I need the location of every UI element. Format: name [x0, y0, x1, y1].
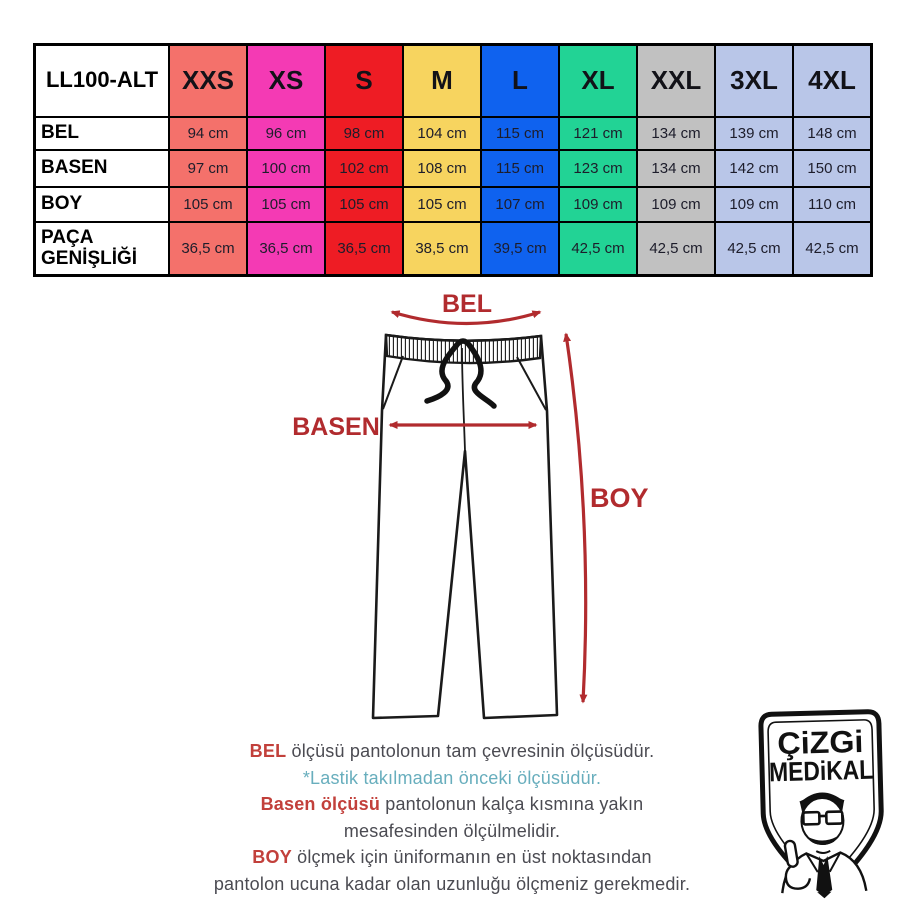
pants-measurement-diagram	[280, 288, 648, 732]
basen-value-cell: 123 cm	[559, 150, 637, 187]
size-chart-table	[33, 43, 873, 277]
basen-value-cell: 150 cm	[793, 150, 872, 187]
bel-value-cell: 139 cm	[715, 117, 793, 150]
bel-value-cell: 94 cm	[169, 117, 247, 150]
header-cell-l: L	[481, 45, 559, 117]
boy-value-cell: 109 cm	[637, 187, 715, 222]
paca-value-cell: 38,5 cm	[403, 222, 481, 276]
note-basen-text: pantolonun kalça kısmına yakın	[380, 794, 643, 814]
basen-value-cell: 108 cm	[403, 150, 481, 187]
boy-value-cell: 107 cm	[481, 187, 559, 222]
bel-value-cell: 115 cm	[481, 117, 559, 150]
bel-value-cell: 148 cm	[793, 117, 872, 150]
row-label-bel: BEL	[35, 117, 170, 150]
table-row-bel	[35, 117, 872, 150]
bel-value-cell: 121 cm	[559, 117, 637, 150]
header-cell-s: S	[325, 45, 403, 117]
paca-value-cell: 42,5 cm	[715, 222, 793, 276]
note-basen-keyword: Basen ölçüsü	[261, 794, 380, 814]
bel-value-cell: 98 cm	[325, 117, 403, 150]
product-code-cell: LL100-ALT	[35, 45, 170, 117]
bel-value-cell: 104 cm	[403, 117, 481, 150]
logo-text-line1: ÇiZGi	[777, 724, 864, 761]
note-boy-keyword: BOY	[252, 847, 292, 867]
basen-value-cell: 102 cm	[325, 150, 403, 187]
paca-value-cell: 36,5 cm	[325, 222, 403, 276]
header-cell-4xl: 4XL	[793, 45, 872, 117]
row-label-basen: BASEN	[35, 150, 170, 187]
boy-measure-arrow	[566, 334, 586, 702]
bel-value-cell: 96 cm	[247, 117, 325, 150]
row-label-boy: BOY	[35, 187, 170, 222]
boy-value-cell: 109 cm	[559, 187, 637, 222]
basen-value-cell: 100 cm	[247, 150, 325, 187]
basen-value-cell: 115 cm	[481, 150, 559, 187]
header-cell-3xl: 3XL	[715, 45, 793, 117]
paca-value-cell: 36,5 cm	[247, 222, 325, 276]
note-bel-text: ölçüsü pantolonun tam çevresinin ölçüsüdür.	[286, 741, 654, 761]
header-cell-xxs: XXS	[169, 45, 247, 117]
boy-diagram-label: BOY	[590, 483, 649, 513]
header-cell-xs: XS	[247, 45, 325, 117]
basen-value-cell: 134 cm	[637, 150, 715, 187]
paca-value-cell: 39,5 cm	[481, 222, 559, 276]
bel-value-cell: 134 cm	[637, 117, 715, 150]
note-lastik: *Lastik takılmadan önceki ölçüsüdür.	[0, 765, 904, 792]
note-bel-keyword: BEL	[250, 741, 287, 761]
boy-value-cell: 105 cm	[247, 187, 325, 222]
note-basen-text2: mesafesinden ölçülmelidir.	[0, 818, 904, 845]
header-cell-xxl: XXL	[637, 45, 715, 117]
note-boy-text2: pantolon ucuna kadar olan uzunluğu ölçmeniz gerekmedir.	[0, 871, 904, 898]
boy-value-cell: 105 cm	[169, 187, 247, 222]
boy-value-cell: 110 cm	[793, 187, 872, 222]
basen-diagram-label: BASEN	[292, 413, 380, 441]
paca-value-cell: 42,5 cm	[637, 222, 715, 276]
boy-value-cell: 105 cm	[325, 187, 403, 222]
table-row-boy	[35, 187, 872, 222]
paca-value-cell: 42,5 cm	[793, 222, 872, 276]
boy-value-cell: 105 cm	[403, 187, 481, 222]
paca-value-cell: 36,5 cm	[169, 222, 247, 276]
table-row-basen	[35, 150, 872, 187]
pants-outline	[373, 335, 557, 718]
note-boy-text: ölçmek için üniformanın en üst noktasından	[292, 847, 652, 867]
logo-text-line2: MEDiKAL	[769, 755, 874, 788]
table-header-row	[35, 45, 872, 117]
table-row-paca-genisligi	[35, 222, 872, 276]
row-label-paca-genisligi: PAÇA GENİŞLİĞİ	[35, 222, 170, 276]
paca-value-cell: 42,5 cm	[559, 222, 637, 276]
header-cell-xl: XL	[559, 45, 637, 117]
boy-value-cell: 109 cm	[715, 187, 793, 222]
basen-value-cell: 97 cm	[169, 150, 247, 187]
cizgi-medikal-logo	[741, 702, 902, 906]
basen-value-cell: 142 cm	[715, 150, 793, 187]
header-cell-m: M	[403, 45, 481, 117]
bel-diagram-label: BEL	[442, 290, 492, 318]
